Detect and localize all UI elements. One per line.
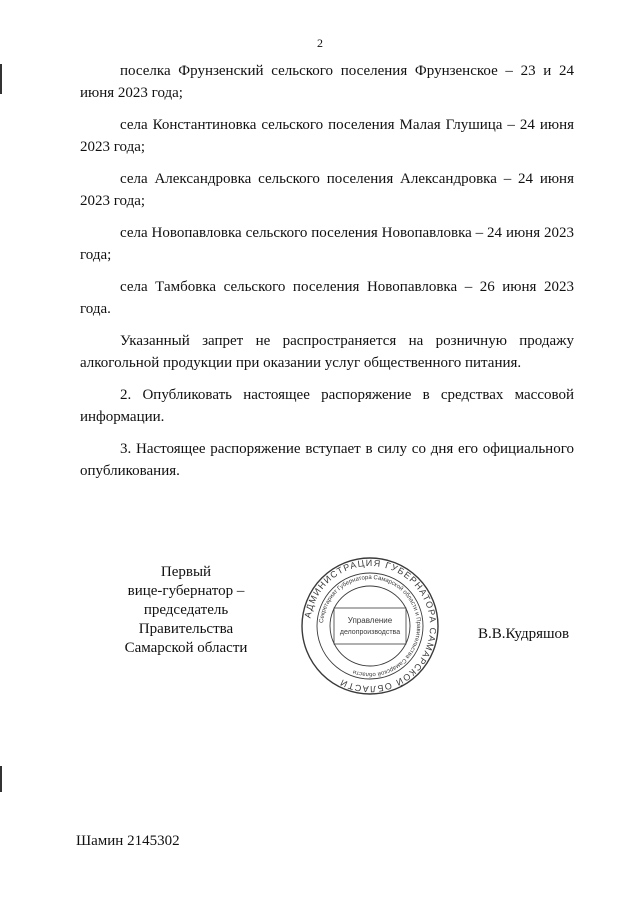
paragraph: 3. Настоящее распоряжение вступает в силу со дня его официального опубликования. <box>80 441 574 479</box>
document-body <box>80 60 574 492</box>
paragraph: села Тамбовка сельского поселения Новопавловка – 26 июня 2023 года. <box>80 279 574 317</box>
stamp-outer-text: АДМИНИСТРАЦИЯ ГУБЕРНАТОРА САМАРСКОЙ ОБЛАСТИ <box>302 557 439 695</box>
signatory-title <box>106 563 266 658</box>
executor-info: Шамин 2145302 <box>76 833 180 849</box>
paragraph: Указанный запрет не распространяется на розничную продажу алкогольной продукции при оказании услуг общественного питания. <box>80 333 574 371</box>
stamp-center-line: делопроизводства <box>339 629 401 636</box>
signatory-title-line: председатель Правительства <box>138 602 234 637</box>
paragraph: села Александровка сельского поселения Александровка – 24 июня 2023 года; <box>80 171 574 209</box>
paragraph: села Константиновка сельского поселения Малая Глушица – 24 июня 2023 года; <box>80 117 574 155</box>
official-stamp <box>300 556 440 696</box>
paragraph: 2. Опубликовать настоящее распоряжение в средствах массовой информации. <box>80 387 574 425</box>
signatory-title-line: Самарской области <box>124 640 248 656</box>
signatory-title-line: Первый <box>160 564 212 580</box>
stamp-inner-text: Секретариат Губернатора Самарской области и Правительства Самарской области <box>319 574 422 678</box>
signatory-title-line: вице-губернатор – <box>127 583 245 599</box>
scan-edge-mark <box>0 766 2 792</box>
scan-edge-mark <box>0 64 2 94</box>
stamp-center-line: Управление <box>347 616 393 625</box>
paragraph: поселка Фрунзенский сельского поселения Фрунзенское – 23 и 24 июня 2023 года; <box>80 63 574 101</box>
page-number: 2 <box>317 36 323 50</box>
signatory-name: В.В.Кудряшов <box>478 626 570 642</box>
paragraph: села Новопавловка сельского поселения Новопавловка – 24 июня 2023 года; <box>80 225 574 263</box>
